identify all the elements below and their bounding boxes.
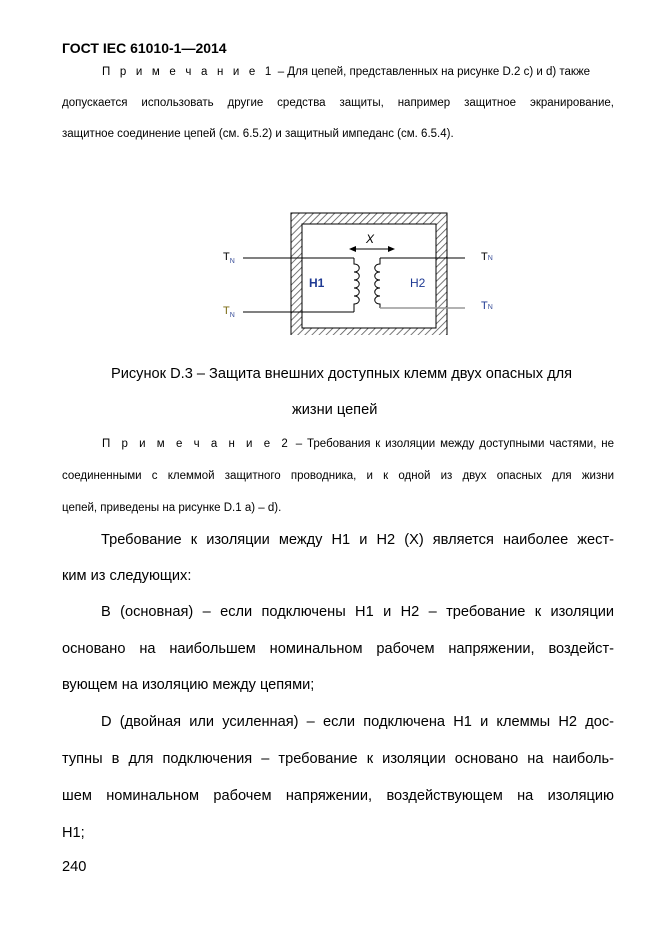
para1-line2: ким из следующих: xyxy=(62,568,192,584)
note2-line3: цепей, приведены на рисунке D.1 а) – d). xyxy=(62,502,282,514)
para3-line2: тупны в для подключения – требование к изоляции основано на наиболь- xyxy=(62,751,614,767)
h2-label: H2 xyxy=(410,276,426,290)
note1-lead: П р и м е ч а н и е 1 xyxy=(102,66,275,78)
terminal-subscript: N xyxy=(487,304,493,311)
figure-caption-line2: жизни цепей xyxy=(292,402,378,418)
figure-caption-line1: Рисунок D.3 – Защита внешних доступных клемм двух опасных для xyxy=(111,366,573,382)
terminal-letter: T xyxy=(481,251,488,263)
terminal-right-top xyxy=(481,251,493,263)
para3-line3: шем номинальном рабочем напряжении, воздействующем на изоляцию xyxy=(62,788,614,804)
para2-line1: B (основная) – если подключены H1 и H2 – требование к изоляции xyxy=(101,604,614,620)
note1-text: – Для цепей, представленных на рисунке D.2 c) и d) также xyxy=(274,66,591,78)
note2-first-line xyxy=(102,438,614,450)
h1-label: H1 xyxy=(309,276,325,290)
terminal-subscript: N xyxy=(229,258,235,265)
terminal-left-top xyxy=(223,251,235,265)
terminal-letter: T xyxy=(223,251,230,263)
terminal-letter: T xyxy=(223,305,230,317)
note1-first-line xyxy=(102,66,590,78)
figure-d3 xyxy=(215,205,465,335)
note2-text: – Требования к изоляции между доступными частями, не xyxy=(290,438,614,450)
note2-lead: П р и м е ч а н и е 2 xyxy=(102,438,291,450)
page-header: ГОСТ IEC 61010-1—2014 xyxy=(62,40,227,56)
terminal-letter: T xyxy=(481,300,488,312)
para2-line2: основано на наибольшем номинальном рабочем напряжении, воздейст- xyxy=(62,641,614,657)
terminal-right-bottom xyxy=(481,300,493,312)
para1-line1: Требование к изоляции между H1 и H2 (X) является наиболее жест- xyxy=(101,532,614,548)
x-label: X xyxy=(366,232,375,246)
terminal-left-bottom xyxy=(223,305,235,319)
page-number: 240 xyxy=(62,859,87,875)
note1-line2: допускается использовать другие средства защиты, например защитное экранирование, xyxy=(62,97,614,109)
note1-line3: защитное соединение цепей (см. 6.5.2) и защитный импеданс (см. 6.5.4). xyxy=(62,128,454,140)
para3-line1: D (двойная или усиленная) – если подключена H1 и клеммы H2 дос- xyxy=(101,714,614,730)
note2-line2: соединенными с клеммой защитного проводника, и к одной из двух опасных для жизни xyxy=(62,470,614,482)
para2-line3: вующем на изоляцию между цепями; xyxy=(62,677,315,693)
terminal-subscript: N xyxy=(487,255,493,262)
terminal-subscript: N xyxy=(229,312,235,319)
para3-line4: H1; xyxy=(62,825,85,841)
